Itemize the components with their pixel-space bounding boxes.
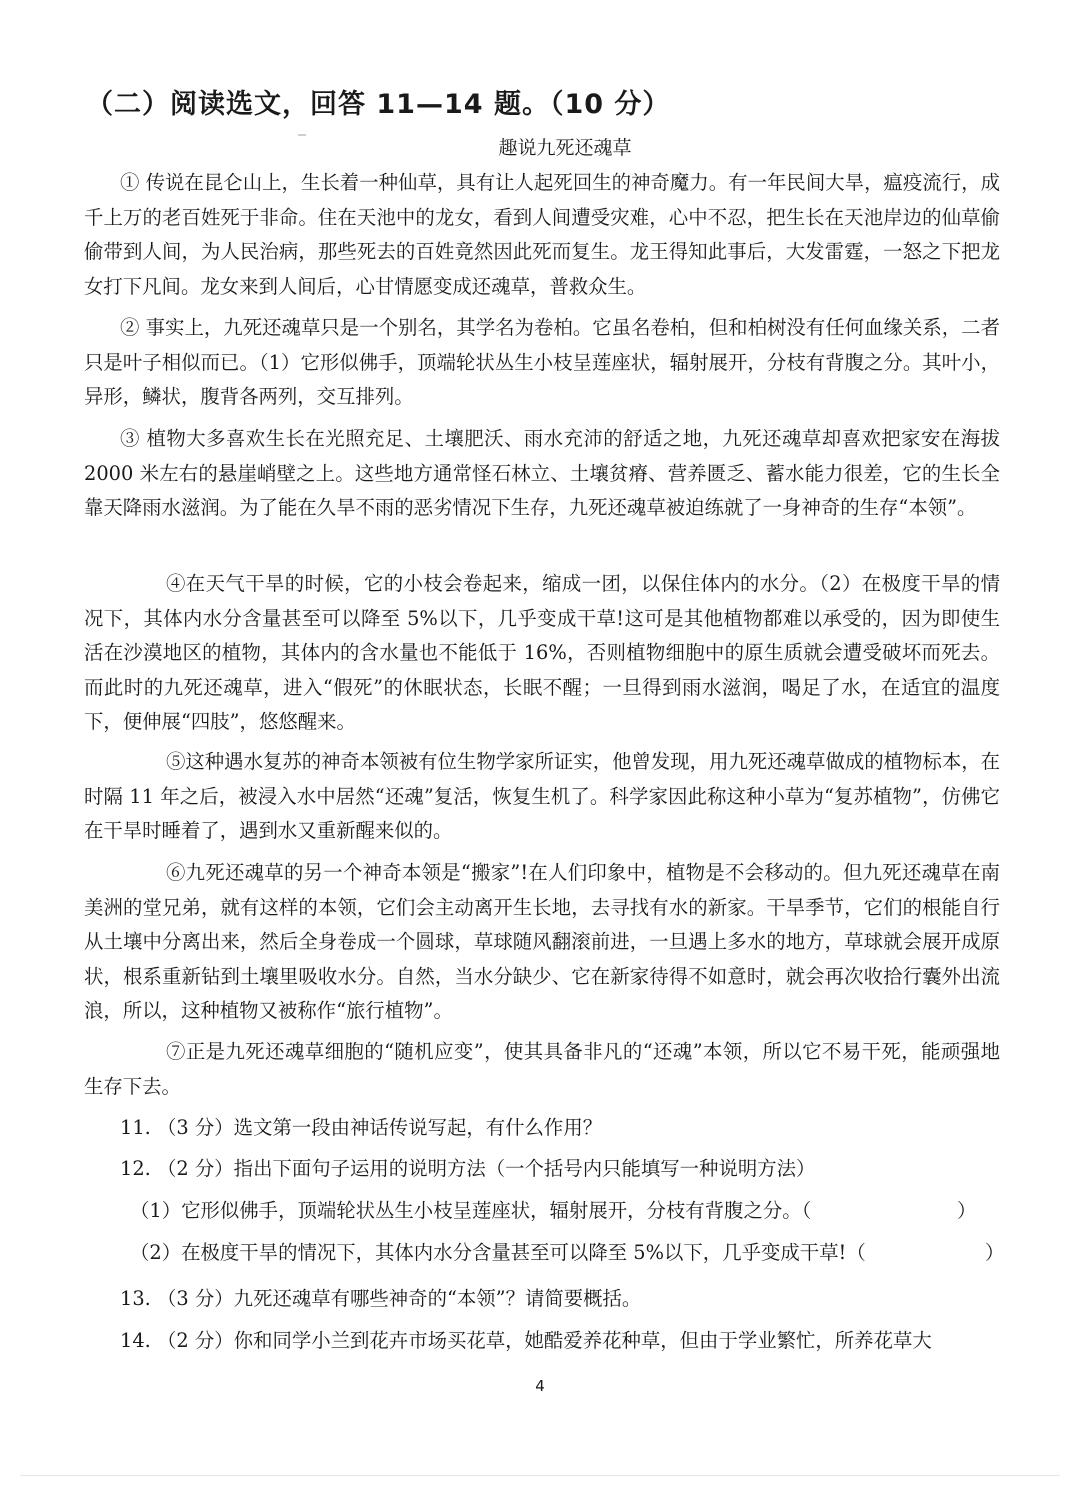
paragraph-7: ⑦正是九死还魂草细胞的“随机应变”，使其具备非凡的“还魂”本领，所以它不易干死，能顽强地生存下去。 [84,1040,1000,1098]
paragraph-5: ⑤这种遇水复苏的神奇本领被有位生物学家所证实，他曾发现，用九死还魂草做成的植物标本，在时隔 11 年之后，被浸入水中居然“还魂”复活，恢复生机了。科学家因此称这种小草为“复苏植物”，仿佛它在干旱时睡着了，遇到水又重新醒来似的。 [84,750,1000,842]
paragraph-6: ⑥九死还魂草的另一个神奇本领是“搬家”!在人们印象中，植物是不会移动的。但九死还魂草在南美洲的堂兄弟，就有这样的本领，它们会主动离开生长地，去寻找有水的新家。干旱季节，它们的根能自行从土壤中分离出来，然后全身卷成一个圆球，草球随风翻滚前进，一旦遇上多水的地方，草球就会展开成原状，根系重新钻到土壤里吸收水分。自然，当水分缺少、它在新家待得不如意时，就会再次收拾行囊外出流浪，所以，这种植物又被称作“旅行植物”。 [84,861,1000,1022]
answer-blank-2-close: ） [985,1241,1005,1264]
paragraph-3: ③ 植物大多喜欢生长在光照充足、土壤肥沃、雨水充沛的舒适之地，九死还魂草却喜欢把家安在海拔 2000 米左右的悬崖峭壁之上。这些地方通常怪石林立、土壤贫瘠、营养匮乏、蓄水能力很差，它的生长全靠天降雨水滋润。为了能在久旱不雨的恶劣情况下生存，九死还魂草被迫练就了一身神奇的生存“本领”。 [84,427,1000,519]
scan-edge-line [20,1475,1060,1476]
section-header: （二）阅读选文，回答 11—14 题。（10 分） [86,89,671,120]
question-12-item-2: （2）在极度干旱的情况下，其体内水分含量甚至可以降至 5%以下，几乎变成干草!（ [130,1241,866,1264]
article-title: 趣说九死还魂草 [498,137,632,159]
answer-blank-1-close: ） [957,1199,977,1222]
question-13: 13. （3 分）九死还魂草有哪些神奇的“本领”？请简要概括。 [120,1287,642,1310]
question-12: 12. （2 分）指出下面句子运用的说明方法（一个括号内只能填写一种说明方法） [120,1157,816,1180]
paragraph-2: ② 事实上，九死还魂草只是一个别名，其学名为卷柏。它虽名卷柏，但和柏树没有任何血缘关系，二者只是叶子相似而已。（1）它形似佛手，顶端轮状丛生小枝呈莲座状，辐射展开，分枝有背腹之分。其叶小，异形，鳞状，腹背各两列，交互排列。 [84,316,1000,408]
paragraph-1: ① 传说在昆仑山上，生长着一种仙草，具有让人起死回生的神奇魔力。有一年民间大旱，瘟疫流行，成千上万的老百姓死于非命。住在天池中的龙女，看到人间遭受灾难，心中不忍，把生长在天池岸边的仙草偷偷带到人间，为人民治病，那些死去的百姓竟然因此死而复生。龙王得知此事后，大发雷霆，一怒之下把龙女打下凡间。龙女来到人间后，心甘情愿变成还魂草，普救众生。 [84,171,1000,298]
page-number: 4 [535,1377,545,1395]
question-11: 11. （3 分）选文第一段由神话传说写起，有什么作用？ [120,1116,603,1139]
question-14: 14. （2 分）你和同学小兰到花卉市场买花草，她酷爱养花种草，但由于学业繁忙，所养花草大 [120,1329,932,1352]
question-12-item-1: （1）它形似佛手，顶端轮状丛生小枝呈莲座状，辐射展开，分枝有背腹之分。（ [130,1199,812,1222]
paragraph-4: ④在天气干旱的时候，它的小枝会卷起来，缩成一团，以保住体内的水分。（2）在极度干旱的情况下，其体内水分含量甚至可以降至 5%以下，几乎变成干草!这可是其他植物都难以承受的，因为即使生活在沙漠地区的植物，其体内的含水量也不能低于 16%，否则植物细胞中的原生质就会遭受破坏而死去。而此时的九死还魂草，进入“假死”的休眠状态，长眠不醒；一旦得到雨水滋润，喝足了水，在适宜的温度下，便伸展“四肢”，悠悠醒来。 [84,572,1000,733]
